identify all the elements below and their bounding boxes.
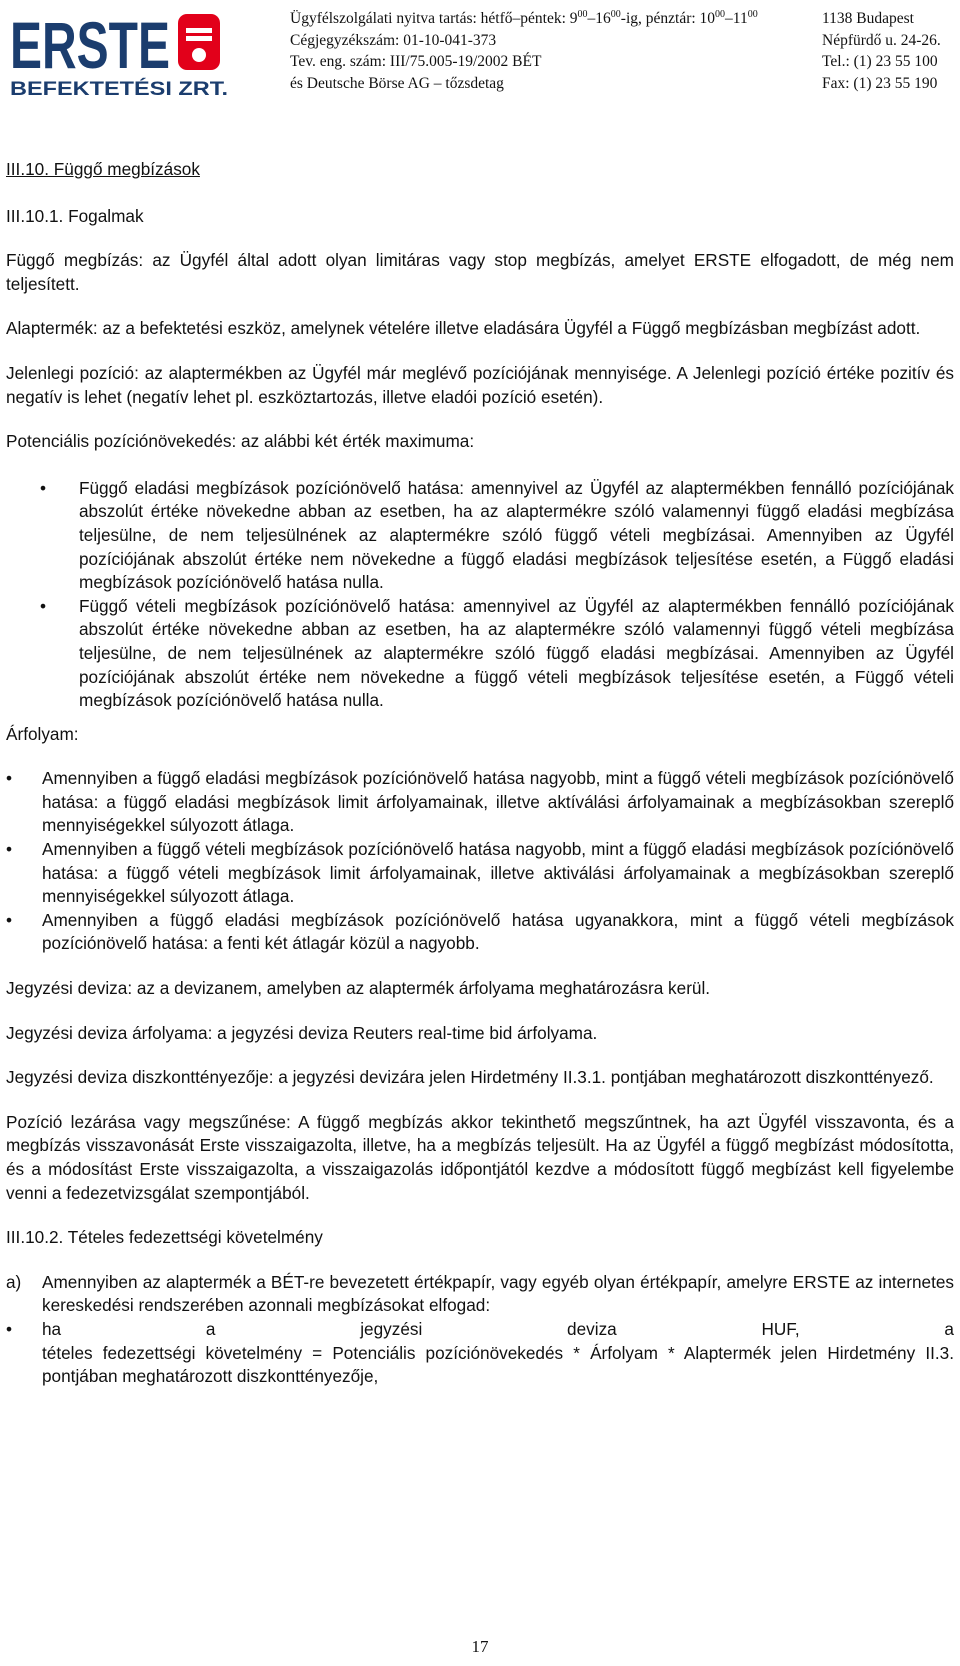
subsection-title-fedezettsegi-kovetelmeny: III.10.2. Tételes fedezettségi követelmény — [6, 1227, 323, 1248]
definition-jegyzesi-deviza-arfolyama: Jegyzési deviza árfolyama: a jegyzési deviza Reuters real-time bid árfolyama. — [6, 1022, 598, 1043]
letterhead-address — [822, 8, 941, 94]
list-arfolyam — [6, 767, 954, 956]
erste-logo — [8, 6, 238, 102]
list-item: • Függő eladási megbízások pozíciónövelő hatása: amennyivel az Ügyfél az alaptermékben fennálló pozíciójának abszolút értéke növekedne abban az esetben, ha az alaptermékre szóló valamennyi függő eladási megbízása teljesülne, de nem teljesülnének az alaptermékre szóló függő vételi megbízásai. Amennyiben az Ügyfél pozíciójának abszolút értéke nem növekedne a függő eladási megbízások teljesítése esetén, a Függő eladási megbízások pozíciónövelő hatása nulla. — [40, 477, 954, 593]
definition-alaptermek: Alaptermék: az a befektetési eszköz, amelynek vételére illetve eladására Ügyfél a Függő megbízásban megbízást adott. — [6, 318, 921, 339]
bullet-icon: • — [6, 1318, 13, 1339]
letterhead — [0, 0, 960, 110]
list-item: • Amennyiben a függő vételi megbízások pozíciónövelő hatása nagyobb, mint a függő eladási megbízások pozíciónövelő hatása: a függő vételi megbízások limit árfolyamainak, illetve aktiválási árfolyamainak a megbízásokban szereplő mennyiségekkel súlyozott átlaga. — [6, 839, 954, 907]
list-marker-a: a) — [6, 1271, 22, 1292]
address-city: 1138 Budapest — [822, 10, 914, 27]
exchange-membership: és Deutsche Börse AG – tőzsdetag — [290, 74, 504, 92]
arfolyam-label: Árfolyam: — [6, 723, 79, 744]
list-fedezettsegi-kovetelmeny — [6, 1271, 954, 1389]
definition-pozicio-lezarasa: Pozíció lezárása vagy megszűnése: A függő megbízás akkor tekinthető megszűntnek, ha azt Ügyfél visszavonta, és a megbízás visszavonását Erste visszaigazolta, illetve, ha a megbízás teljesült. Ha az Ügyfél a függő megbízást módosította, és a módosítást Erste visszaigazolta, a visszaigazolás időpontjától kezdve a módosított függő megbízást kell figyelembe venni a fedezetvizsgálat szempontjából. — [6, 1111, 954, 1203]
list3-first-line: ha a jegyzési deviza HUF, a — [42, 1318, 954, 1339]
company-reg-number: Cégjegyzékszám: 01-10-041-373 — [290, 31, 497, 49]
list-item: • Amennyiben a függő eladási megbízások pozíciónövelő hatása ugyanakkora, mint a függő vételi megbízások pozíciónövelő hatása: a fenti két átlagár közül a nagyobb. — [6, 909, 954, 954]
document-body — [6, 158, 954, 1389]
license-number: Tev. eng. szám: III/75.005-19/2002 BÉT — [290, 53, 542, 70]
letterhead-info — [290, 8, 758, 94]
definition-jelenlegi-pozicio: Jelenlegi pozíció: az alaptermékben az Ügyfél már meglévő pozíciójának mennyisége. A Jelenlegi pozíció értéke pozitív és negatív is lehet (negatív lehet pl. eszköztartozás, illetve eladói pozíció esetén). — [6, 362, 954, 407]
definition-potencialis-pozicionovekedes: Potenciális pozíciónövekedés: az alábbi két érték maximuma: — [6, 431, 475, 452]
opening-hours: Ügyfélszolgálati nyitva tartás: hétfő–péntek: $9^{00}-16^{00}-ig$, pénztár: $10^{00}-11^{00}$ — [290, 8, 758, 27]
list3-rest: tételes fedezettségi követelmény = Potenciális pozíciónövekedés * Árfolyam * Alaptermék jelen Hirdetmény II.3. pontjában meghatározott diszkonttényezője, — [42, 1342, 954, 1387]
bullet-icon: • — [6, 909, 13, 930]
svg-text:ERSTE: ERSTE — [10, 8, 170, 82]
bullet-icon: • — [40, 595, 47, 616]
svg-text:BEFEKTETÉSI ZRT.: BEFEKTETÉSI ZRT. — [10, 79, 187, 100]
definition-diszkonttenyezo: Jegyzési deviza diszkonttényezője: a jegyzési devizára jelen Hirdetmény II.3.1. pontjában meghatározott diszkonttényező. — [6, 1067, 934, 1088]
list-item — [6, 1318, 954, 1389]
phone-number: Tel.: (1) 23 55 100 — [822, 53, 938, 70]
list-item: • Függő vételi megbízások pozíciónövelő hatása: amennyivel az Ügyfél az alaptermékben fennálló pozíciójának abszolút értéke növekedne abban az esetben, ha az alaptermékre szóló valamennyi függő vételi megbízása teljesülne, de nem teljesülnének az alaptermékre szóló függő eladási megbízásai. Amennyiben az Ügyfél pozíciójának abszolút értéke nem növekedne a függő vételi megbízások teljesítése esetén, a Függő vételi megbízások pozíciónövelő hatása nulla. — [40, 595, 954, 711]
bullet-icon: • — [6, 839, 13, 860]
bullet-icon: • — [40, 477, 47, 498]
list-item: • Amennyiben a függő eladási megbízások pozíciónövelő hatása nagyobb, mint a függő vételi megbízások pozíciónövelő hatása: a függő eladási megbízások limit árfolyamainak, illetve aktíválási árfolyamainak a megbízásokban szereplő mennyiségekkel súlyozott átlaga. — [6, 768, 954, 836]
page-number: 17 — [471, 1637, 489, 1656]
list-pozicionovelo-hatas — [6, 477, 954, 713]
address-street: Népfürdő u. 24-26. — [822, 31, 941, 49]
bullet-icon: • — [6, 768, 13, 789]
definition-jegyzesi-deviza: Jegyzési deviza: az a devizanem, amelyben az alaptermék árfolyama meghatározásra kerül. — [6, 978, 711, 999]
list-item-a: a) Amennyiben az alaptermék a BÉT-re bevezetett értékpapír, vagy egyéb olyan értékpapír, amelyre ERSTE az internetes kereskedési rendszerében azonnali megbízásokat elfogad: — [6, 1271, 954, 1316]
section-title: III.10. Függő megbízások — [6, 159, 200, 179]
definition-fuggo-megbizas: Függő megbízás: az Ügyfél által adott olyan limitáras vagy stop megbízás, amelyet ERSTE elfogadott, de még nem teljesített. — [6, 250, 954, 294]
erste-logo-graphic — [8, 6, 238, 102]
subsection-title-fogalmak: III.10.1. Fogalmak — [6, 205, 144, 226]
fax-number: Fax: (1) 23 55 190 — [822, 74, 938, 92]
